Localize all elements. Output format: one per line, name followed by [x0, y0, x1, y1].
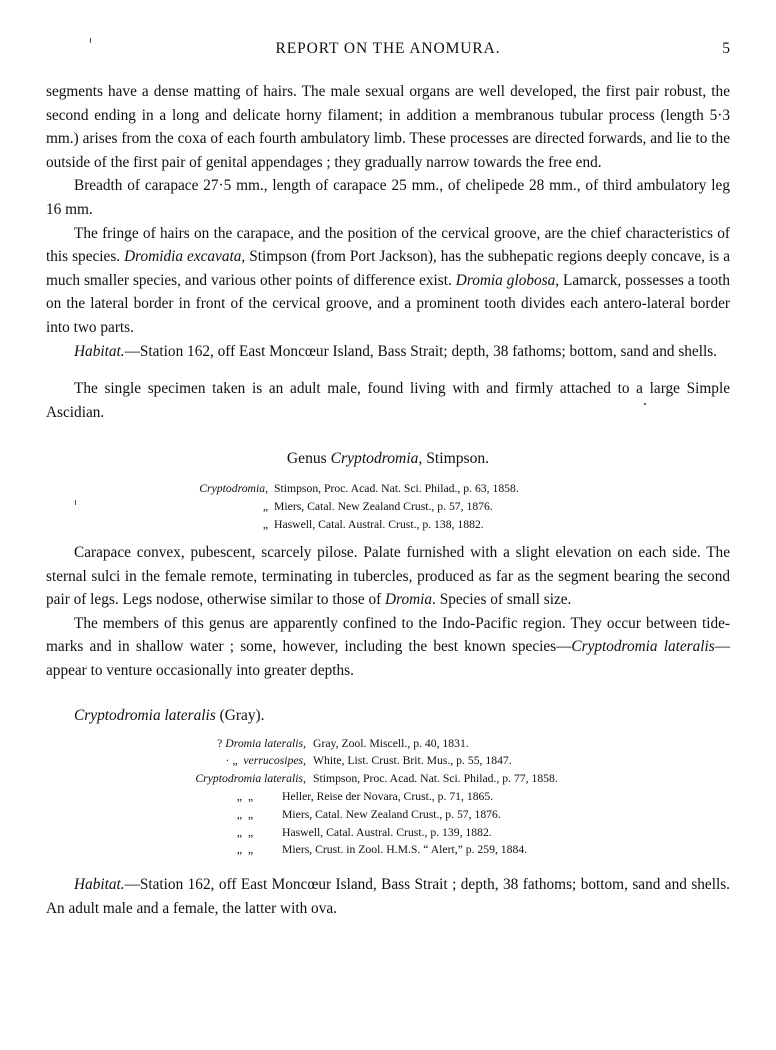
paragraph-distribution: [46, 612, 730, 683]
reference-citation: Miers, Crust. in Zool. H.M.S. “ Alert,” p. 259, 1884.: [282, 843, 528, 857]
paragraph-measurements: Breadth of carapace 27·5 mm., length of carapace 25 mm., of chelipede 28 mm., of third ambulatory leg 16 mm.: [46, 177, 730, 218]
paragraph-habitat-dromidia: [46, 340, 730, 364]
species-heading: [46, 707, 730, 725]
reference-ditto-mark: „: [236, 843, 242, 857]
reference-species-italic: Cryptodromia lateralis: [195, 772, 304, 786]
reference-citation: Haswell, Catal. Austral. Crust., p. 138, 1882.: [274, 517, 484, 531]
text-fragment: The fringe of hairs on the carapace, and the position of the cervical groove, are the chief characteristics of this species.: [46, 224, 730, 266]
species-name-cryptodromia-lateralis: Cryptodromia lateralis: [571, 638, 715, 656]
text-fragment: Carapace convex, pubescent, scarcely pilose. Palate furnished with a slight elevation on each side. The sternal sulci in the female remote, terminating in tubercles, produced as far as the segment bearing the second pair of legs. Legs nodose, otherwise similar to those of: [46, 544, 730, 609]
reference-row: [108, 498, 668, 516]
reference-ditto-mark: „: [236, 807, 242, 821]
reference-citation: Haswell, Catal. Austral. Crust., p. 139, 1882.: [282, 825, 492, 839]
reference-species-italic: Dromia lateralis: [225, 736, 304, 750]
reference-name: [130, 735, 313, 753]
paragraph-genus-description: [46, 541, 730, 612]
reference-row: [130, 735, 730, 753]
habitat-text: —Station 162, off East Moncœur Island, Bass Strait ; depth, 38 fathoms; bottom, sand and shells. An adult male and a female, the latter with ova.: [46, 876, 730, 917]
species-authority: (Gray).: [215, 706, 265, 724]
reference-row: [130, 824, 730, 842]
reference-punct: ,: [303, 754, 306, 768]
spacer: [46, 363, 730, 377]
species-reference-list: [130, 735, 730, 860]
text-fragment: —appear to venture occasionally into greater depths.: [46, 638, 730, 680]
reference-row: [130, 841, 730, 859]
reference-citation: Stimpson, Proc. Acad. Nat. Sci. Philad., p. 77, 1858.: [313, 772, 558, 786]
reference-punct: ,: [303, 772, 306, 786]
reference-genus-italic: Cryptodromia: [199, 482, 266, 496]
reference-citation: Miers, Catal. New Zealand Crust., p. 57, 1876.: [274, 499, 493, 513]
reference-citation: Stimpson, Proc. Acad. Nat. Sci. Philad., p. 63, 1858.: [274, 482, 519, 496]
reference-name: [130, 752, 313, 770]
reference-ditto-mark: „: [248, 843, 254, 857]
reference-ditto-mark: „: [248, 825, 254, 839]
species-name-dromia-globosa: Dromia globosa: [455, 271, 556, 289]
page-number: 5: [722, 40, 730, 57]
reference-ditto-mark: „: [236, 790, 242, 804]
reference-dot-mark: ·: [225, 754, 230, 768]
text-fragment: The members of this genus are apparently confined to the Indo-Pacific region. They occur between tide-marks and in shallow water ; some, however, including the best known species—: [46, 614, 730, 656]
genus-heading: [46, 450, 730, 468]
reference-row: [108, 516, 668, 534]
reference-ditto-mark: „: [236, 825, 242, 839]
reference-row: [130, 806, 730, 824]
reference-query-mark: ?: [217, 736, 223, 750]
species-name-dromidia-excavata: Dromidia excavata: [124, 248, 242, 266]
text-fragment: . Species of small size.: [432, 591, 572, 609]
text-fragment: , Stimpson (from Port Jackson), has the subhepatic regions deeply concave, is a much smaller species, and various other points of difference exist.: [46, 248, 730, 289]
reference-citation: Miers, Catal. New Zealand Crust., p. 57, 1876.: [282, 807, 501, 821]
reference-row: [130, 788, 730, 806]
genus-author: , Stimpson.: [418, 450, 490, 468]
page-body: [46, 80, 730, 920]
reference-row: [130, 770, 730, 788]
genus-name-dromia: Dromia: [385, 591, 433, 609]
genus-name: Cryptodromia: [330, 450, 419, 468]
reference-row: [130, 752, 730, 770]
reference-ditto-mark: „: [248, 790, 254, 804]
reference-citation: Gray, Zool. Miscell., p. 40, 1831.: [313, 736, 469, 750]
reference-name: [130, 770, 313, 788]
paragraph-habitat-cryptodromia: [46, 873, 730, 920]
reference-ditto-mark: „: [248, 807, 254, 821]
running-title: REPORT ON THE ANOMURA.: [275, 40, 501, 57]
reference-species-italic: verrucosipes: [243, 754, 304, 768]
spacer: [46, 533, 730, 541]
reference-citation: White, List. Crust. Brit. Mus., p. 55, 1847.: [313, 754, 512, 768]
habitat-text: —Station 162, off East Moncœur Island, Bass Strait; depth, 38 fathoms; bottom, sand and shells.: [124, 342, 717, 360]
paragraph-specimen-note: The single specimen taken is an adult male, found living with and firmly attached to a large Simple Ascidian.: [46, 380, 730, 421]
page-header: [46, 40, 730, 62]
reference-ditto-mark: „: [262, 499, 268, 513]
reference-ditto-mark: „: [232, 754, 238, 768]
habitat-label: Habitat.: [74, 876, 125, 894]
genus-reference-list: [108, 480, 668, 533]
reference-name: [108, 480, 274, 498]
paragraph-characteristics: [46, 222, 730, 340]
paragraph-continuation: segments have a dense matting of hairs. The male sexual organs are well developed, the first pair robust, the second ending in a long and delicate horny filament; in addition a membranous tubular process (length 5·3 mm.) arises from the coxa of each fourth ambulatory limb. These processes are directed forwards, and lie to the outside of the first pair of genital appendages ; they gradually narrow towards the free end.: [46, 83, 730, 171]
reference-ditto-mark: „: [262, 517, 268, 531]
reference-punct: ,: [265, 482, 268, 496]
reference-punct: ,: [303, 736, 306, 750]
species-name: Cryptodromia lateralis: [74, 706, 216, 724]
text-fragment: , Lamarck, possesses a tooth on the lateral border in front of the cervical groove, and a prominent tooth divides each antero-lateral border into two parts.: [46, 271, 730, 336]
habitat-label: Habitat.: [74, 342, 125, 360]
genus-label: Genus: [286, 450, 331, 468]
reference-row: [108, 480, 668, 498]
reference-citation: Heller, Reise der Novara, Crust., p. 71, 1865.: [282, 790, 494, 804]
